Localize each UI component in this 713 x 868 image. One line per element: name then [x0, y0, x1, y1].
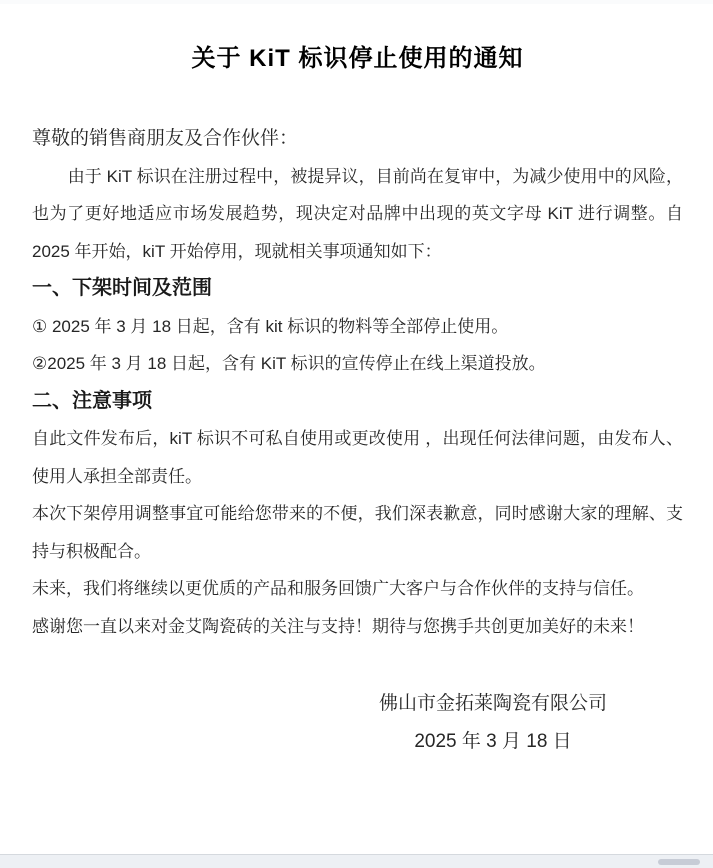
section1-item-2: ②2025 年 3 月 18 日起，含有 KiT 标识的宣传停止在线上渠道投放。 — [32, 354, 546, 373]
horizontal-scrollbar-thumb[interactable] — [658, 859, 700, 865]
signature-block — [373, 685, 613, 760]
page-title: 关于 KiT 标识停止使用的通知 — [191, 45, 524, 72]
window-bottom-edge — [0, 854, 713, 868]
section2-paragraph-4: 感谢您一直以来对金艾陶瓷砖的关注与支持！期待与您携手共创更加美好的未来！ — [32, 616, 644, 636]
intro-paragraph: 由于 KiT 标识在注册过程中，被提异议，目前尚在复审中，为减少使用中的风险，也为了更好地适应市场发展趋势，现决定对品牌中出现的英文字母 KiT 进行调整。自 2025 年开始，kiT 开始停用，现就相关事项通知如下： — [32, 166, 683, 261]
section1-heading: 一、下架时间及范围 — [32, 277, 212, 299]
signature-company: 佛山市金拓莱陶瓷有限公司 — [378, 693, 607, 714]
section1-item-1: ① 2025 年 3 月 18 日起，含有 kit 标识的物料等全部停止使用。 — [32, 316, 509, 336]
salutation-line: 尊敬的销售商朋友及合作伙伴： — [32, 128, 299, 149]
section2-heading: 二、注意事项 — [32, 389, 152, 412]
section2-paragraph-1: 自此文件发布后，kiT 标识不可私自使用或更改使用 ，出现任何法律问题，由发布人、使用人承担全部责任。 — [32, 429, 683, 486]
section2-paragraph-2: 本次下架停用调整事宜可能给您带来的不便，我们深表歉意，同时感谢大家的理解、支持与积极配合。 — [32, 504, 683, 561]
section2-paragraph-3: 未来，我们将继续以更优质的产品和服务回馈广大客户与合作伙伴的支持与信任。 — [32, 579, 644, 598]
window-top-edge — [0, 0, 713, 4]
signature-date: 2025 年 3 月 18 日 — [414, 730, 572, 752]
